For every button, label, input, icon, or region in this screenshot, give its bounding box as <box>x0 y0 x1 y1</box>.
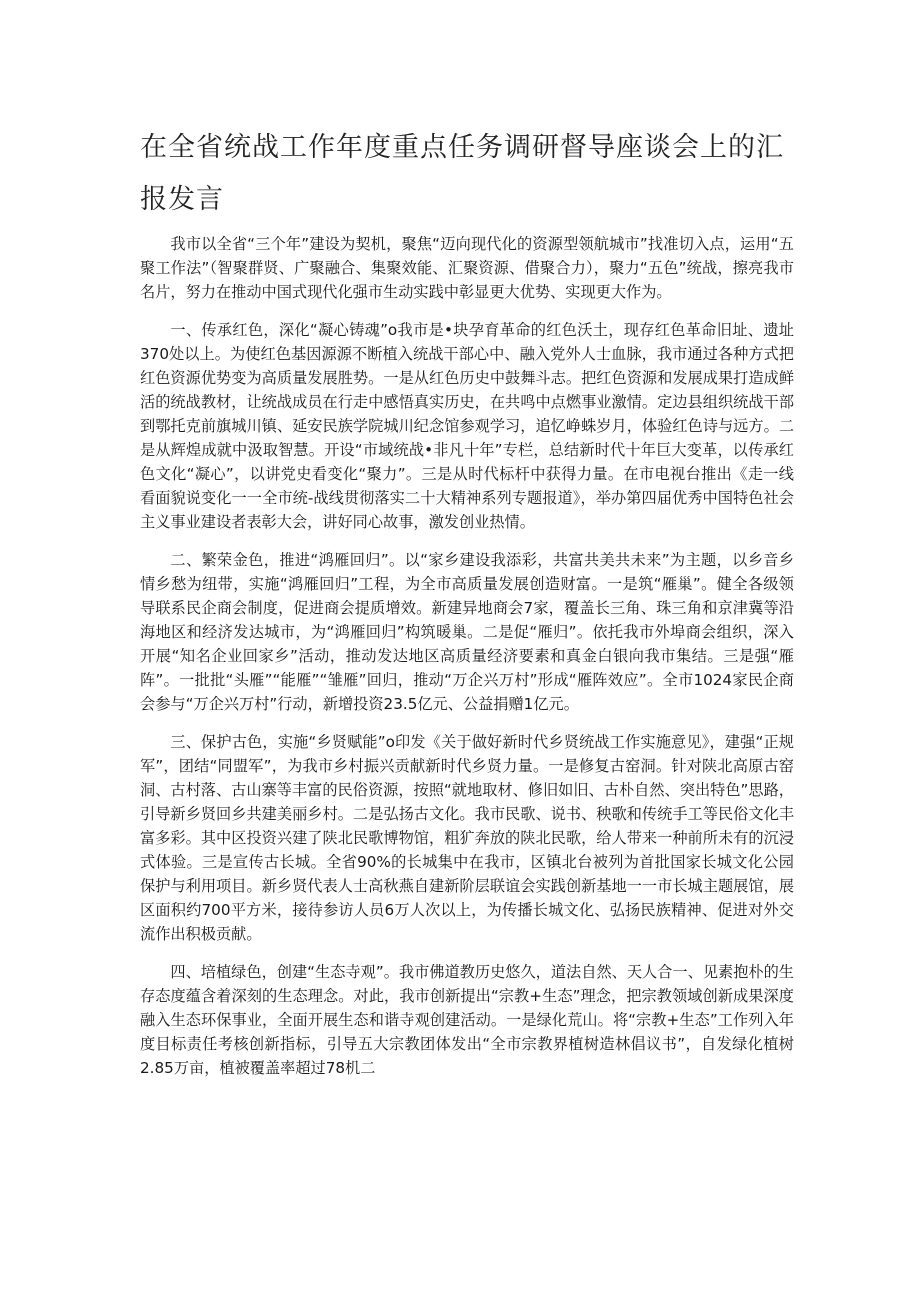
section-red-paragraph: 一、传承红色，深化“凝心铸魂”o我市是•块孕育革命的红色沃土，现存红色革命旧址、遗址370处以上。为使红色基因源源不断植入统战干部心中、融入党外人士血脉，我市通过各种方式把红色资源优势变为高质量发展胜势。一是从红色历史中鼓舞斗志。把红色资源和发展成果打造成鲜活的统战教材，让统战成员在行走中感悟真实历史，在共鸣中点燃事业激情。定边县组织统战干部到鄂托克前旗城川镇、延安民族学院城川纪念馆参观学习，追忆峥蛛岁月，体验红色诗与远方。二是从辉煌成就中汲取智慧。开设“市域统战•非凡十年”专栏，总结新时代十年巨大变革，以传承红色文化“凝心”，以讲党史看变化“聚力”。三是从时代标杆中获得力量。在市电视台推出《走一线看面貌说变化一一全市统-战线贯彻落实二十大精神系列专题报道》，举办第四届优秀中国特色社会主义事业建设者表彰大会，讲好同心故事，激发创业热情。 <box>140 321 794 531</box>
document-title: 在全省统战工作年度重点任务调研督导座谈会上的汇报发言 <box>140 132 784 215</box>
section-ancient-paragraph: 三、保护古色，实施“乡贤赋能”o印发《关于做好新时代乡贤统战工作实施意见》，建强“正规军”，团结“同盟军”，为我市乡村振兴贡献新时代乡贤力量。一是修复古窑洞。针对陕北高原古窑洞、古村落、古山寨等丰富的民俗资源，按照“就地取材、修旧如旧、古朴自然、突出特色”思路，引导新乡贤回乡共建美丽乡村。二是弘扬古文化。我市民歌、说书、秧歌和传统手工等民俗文化丰富多彩。其中区投资兴建了陕北民歌博物馆，粗犷奔放的陕北民歌，给人带来一种前所未有的沉浸式体验。三是宣传古长城。全省90%的长城集中在我市，区镇北台被列为首批国家长城文化公园保护与利用项目。新乡贤代表人士高秋燕自建新阶层联谊会实践创新基地一一市长城主题展馆，展区面积约700平方米，接待参访人员6万人次以上，为传播长城文化、弘扬民族精神、促进对外交流作出积极贡献。 <box>140 733 794 943</box>
intro-paragraph: 我市以全省“三个年”建设为契机，聚焦“迈向现代化的资源型领航城市”找准切入点，运用“五聚工作法”（智聚群贤、广聚融合、集聚效能、汇聚资源、借聚合力），聚力“五色”统战，擦亮我市名片，努力在推动中国式现代化强市生动实践中彰显更大优势、实现更大作为。 <box>140 235 794 301</box>
document-body <box>140 232 794 1094</box>
section-green-paragraph: 四、培植绿色，创建“生态寺观”。我市佛道教历史悠久，道法自然、天人合一、见素抱朴的生存态度蕴含着深刻的生态理念。对此，我市创新提出“宗教+生态”理念，把宗教领域创新成果深度融入生态环保事业，全面开展生态和谐寺观创建活动。一是绿化荒山。将“宗教+生态”工作列入年度目标责任考核创新指标，引导五大宗教团体发出“全市宗教界植树造林倡议书”，自发绿化植树2.85万亩，植被覆盖率超过78机二 <box>140 963 794 1077</box>
section-gold-paragraph: 二、繁荣金色，推进“鸿雁回归”。以“家乡建设我添彩，共富共美共未来”为主题，以乡音乡情乡愁为纽带，实施“鸿雁回归”工程，为全市高质量发展创造财富。一是筑“雁巢”。健全各级领导联系民企商会制度，促进商会提质增效。新建异地商会7家，覆盖长三角、珠三角和京津冀等沿海地区和经济发达城市，为“鸿雁回归”构筑暖巢。二是促“雁归”。依托我市外埠商会组织，深入开展“知名企业回家乡”活动，推动发达地区高质量经济要素和真金白银向我市集结。三是强“雁阵”。一批批“头雁”“能雁”“雏雁”回归，推动“万企兴万村”形成“雁阵效应”。全市1024家民企商会参与“万企兴万村”行动，新增投资23.5亿元、公益捐赠1亿元。 <box>140 551 794 713</box>
